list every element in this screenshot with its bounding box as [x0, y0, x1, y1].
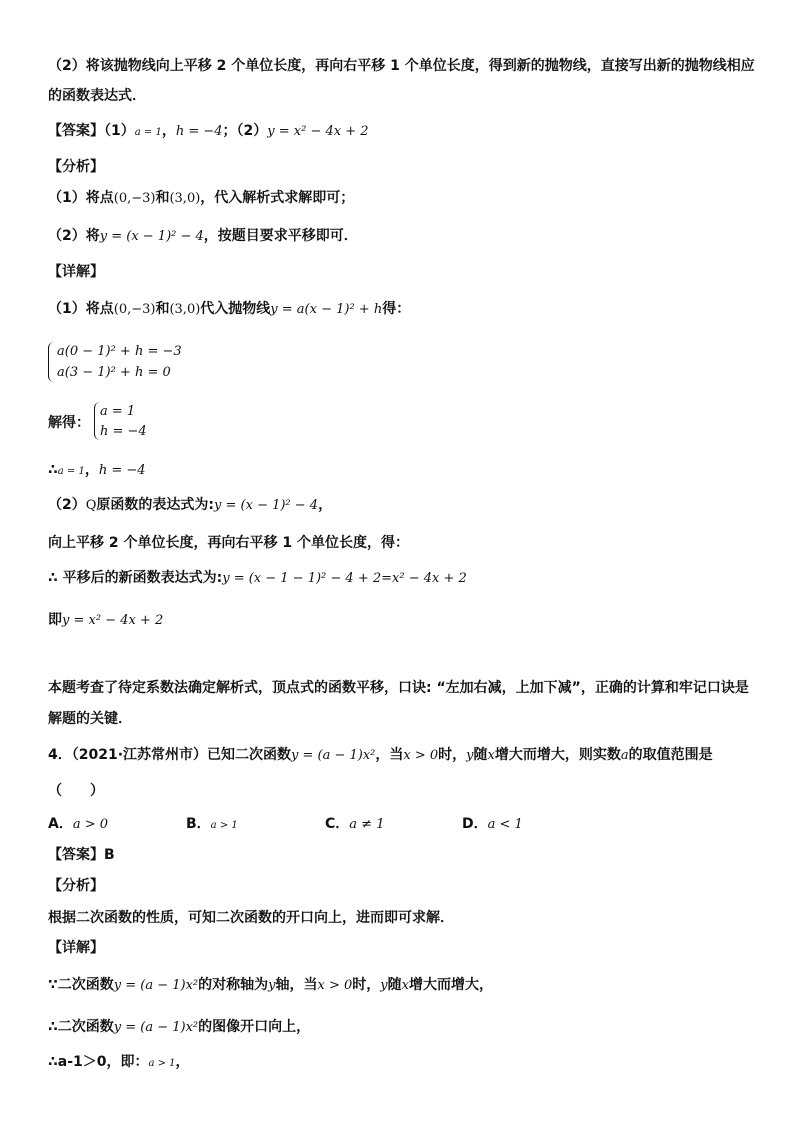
quadratic-expression: y = (a − 1)x² [113, 1020, 199, 1035]
detail-text: ∵二次函数 [48, 977, 114, 993]
vertex-form-expression: y = (x − 1)² − 4 [99, 229, 204, 244]
variable-x: x [401, 978, 409, 993]
inequality-expression: a > 1 [148, 1058, 176, 1069]
variable-y: y [466, 748, 474, 763]
detail-text: 的图像开口向上， [198, 1019, 311, 1035]
therefore-symbol: ∴ [48, 462, 58, 478]
option-d[interactable] [462, 814, 523, 835]
option-expression: a > 1 [210, 820, 238, 831]
question-text: 随 [473, 747, 488, 763]
option-expression: a ≠ 1 [349, 817, 385, 832]
detail-text: 即 [48, 612, 62, 628]
detail-text: 得： [382, 301, 411, 317]
answer-part1: （1） [104, 123, 135, 139]
option-label: C． [325, 816, 350, 832]
variable-a: a [620, 748, 629, 763]
summary-line1: 本题考查了待定系数法确定解析式，顶点式的函数平移，口诀: “左加右减，上加下减”，正确的计算和牢记口诀是 [48, 680, 749, 696]
detail-label: 【详解】 [48, 264, 104, 280]
parabola-expression: y = a(x − 1)² + h [270, 302, 383, 317]
detail-part2-line [48, 495, 750, 516]
detail-text: 代入抛物线 [200, 301, 271, 317]
detail-line1 [48, 299, 750, 320]
shift-line: 向上平移 2 个单位长度，再向右平移 1 个单位长度，得： [48, 535, 409, 551]
analysis-and: 和 [155, 190, 170, 206]
question-text: 时， [438, 747, 467, 763]
question-text: 的取值范围是 [628, 747, 713, 763]
detail-and: 和 [155, 301, 170, 317]
detail-text: 原函数的表达式为: [96, 497, 215, 513]
detail-text: 随 [387, 977, 402, 993]
option-c[interactable] [325, 814, 384, 835]
condition-expression: x > 0 [317, 978, 353, 993]
point-1: (0,−3) [113, 191, 156, 206]
answer-expression: y = x² − 4x + 2 [267, 124, 369, 139]
detail-text: 的对称轴为 [198, 977, 269, 993]
original-function-expression: y = (x − 1)² − 4 [214, 498, 319, 513]
option-b[interactable] [186, 814, 238, 836]
answer2-line [48, 845, 750, 865]
detail-text: （1）将点 [48, 301, 114, 317]
system-equation-2 [57, 362, 750, 383]
detail-text: ， [175, 1054, 190, 1070]
answer-part2: ；（2） [222, 123, 268, 139]
because-symbol: Q [85, 498, 97, 513]
option-a[interactable] [48, 814, 108, 835]
question-text: 4．（2021·江苏常州市）已知二次函数 [48, 747, 292, 763]
solve-label: 解得： [48, 415, 90, 431]
point-2: (3,0) [169, 302, 201, 317]
detail-text: ∴ 平移后的新函数表达式为: [48, 570, 223, 586]
answer-label: 【答案】 [48, 123, 104, 139]
detail-text: （2） [48, 497, 86, 513]
answer-separator: ， [161, 123, 176, 139]
option-expression: a < 1 [487, 817, 523, 832]
question-text: 增大而增大，则实数 [494, 747, 621, 763]
equation-text: a(3 − 1)² + h = 0 [57, 365, 171, 380]
detail-text: ∴二次函数 [48, 1019, 114, 1035]
quadratic-expression: y = (a − 1)x² [291, 748, 376, 763]
point-2: (3,0) [169, 191, 201, 206]
equation-text: a(0 − 1)² + h = −3 [57, 344, 182, 359]
variable-y: y [268, 978, 276, 993]
question-text: ，当 [375, 747, 404, 763]
detail2-line2 [48, 1017, 750, 1038]
quadratic-expression: y = (a − 1)x² [113, 978, 199, 993]
detail-text: 增大而增大， [408, 977, 493, 993]
detail-text: ， [318, 497, 333, 513]
analysis-text: （2）将 [48, 228, 100, 244]
answer-label: 【答案】 [48, 847, 104, 863]
a-value: a = 1 [57, 466, 85, 477]
solution-equation-1 [100, 401, 750, 422]
option-label: A． [48, 816, 73, 832]
detail-text: 时， [352, 977, 381, 993]
answer-a-value: a = 1 [134, 127, 162, 138]
detail-text: 轴，当 [275, 977, 318, 993]
analysis2-text: 根据二次函数的性质，可知二次函数的开口向上，进而即可求解． [48, 910, 454, 926]
solution-equation-2 [100, 421, 750, 442]
analysis2-label: 【分析】 [48, 878, 104, 894]
option-label: B． [186, 816, 211, 832]
question-part2-line2: 的函数表达式． [48, 88, 146, 104]
condition-expression: x > 0 [403, 748, 439, 763]
variable-y: y [380, 978, 388, 993]
system-equation-1 [57, 341, 750, 362]
analysis-text: （1）将点 [48, 190, 114, 206]
answer-paren: （ ） [48, 783, 104, 799]
variable-x: x [487, 748, 495, 763]
detail2-line1 [48, 975, 750, 996]
answer-value: B [104, 847, 115, 863]
final-expression: y = x² − 4x + 2 [62, 613, 164, 628]
new-function-expression: y = (x − 1 − 1)² − 4 + 2=x² − 4x + 2 [222, 571, 467, 586]
answer-line [48, 121, 750, 143]
analysis-text: ，按题目要求平移即可． [203, 228, 358, 244]
detail2-label: 【详解】 [48, 940, 104, 956]
equation-text: h = −4 [100, 424, 147, 439]
equation-text: a = 1 [100, 404, 136, 419]
analysis-line1 [48, 188, 750, 209]
h-value: h = −4 [98, 463, 146, 478]
therefore-line [48, 460, 750, 482]
answer-h-value: h = −4 [175, 124, 223, 139]
analysis-line2 [48, 226, 750, 247]
option-label: D． [462, 816, 488, 832]
final-line [48, 610, 750, 631]
question-part2-line1: （2）将该抛物线向上平移 2 个单位长度，再向右平移 1 个单位长度，得到新的抛物线，直接写出新的抛物线相应 [48, 58, 755, 74]
system-brace [48, 342, 55, 382]
detail-text: ∴a-1＞0，即： [48, 1054, 149, 1070]
point-1: (0,−3) [113, 302, 156, 317]
new-function-line [48, 568, 750, 589]
analysis-label: 【分析】 [48, 159, 104, 175]
question4-line [48, 745, 750, 766]
detail2-line3 [48, 1052, 750, 1074]
analysis-text: ，代入解析式求解即可； [200, 190, 355, 206]
separator: ， [84, 462, 99, 478]
summary-line2: 解题的关键． [48, 711, 132, 727]
option-expression: a > 0 [72, 817, 109, 832]
